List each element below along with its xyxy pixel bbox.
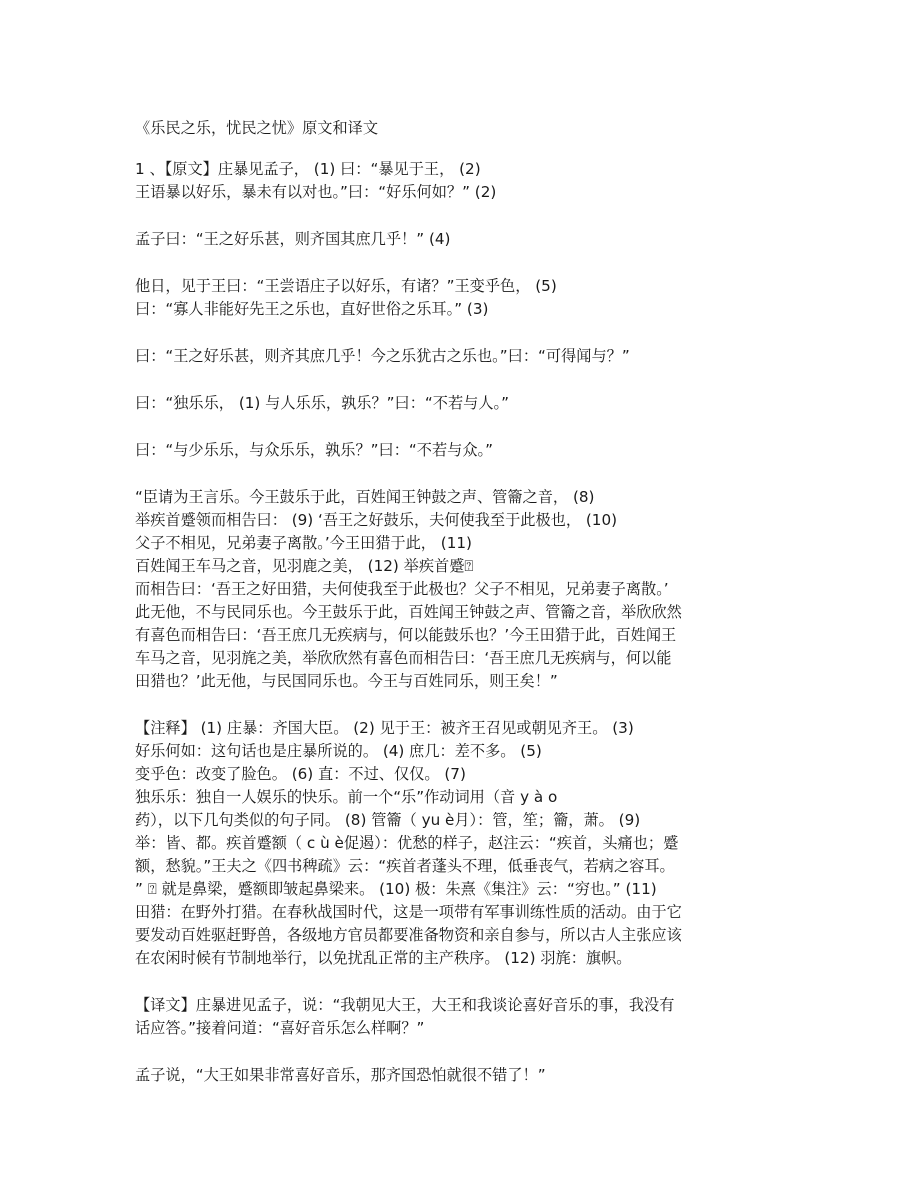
paragraph-translation-mencius [135, 1064, 790, 1087]
paragraph-dialogue-2 [135, 392, 790, 415]
text-line: 他日，见于王曰：“王尝语庄子以好乐，有诸？”王变乎色， (5) [135, 277, 557, 295]
paragraph-gap [135, 693, 790, 717]
text-line: 药），以下几句类似的句子同。 (8) 管籥（ yu è月）：管，笙；籥，萧。 (9) [135, 811, 641, 829]
paragraph-another-day [135, 275, 790, 321]
paragraph-original-intro [135, 158, 790, 204]
paragraph-minister-speech [135, 486, 790, 693]
text-line: 举：皆、都。疾首蹙额（ c ù è促遏）：优愁的样子，赵注云：“疾首，头痛也；蹙 [135, 834, 679, 852]
paragraph-gap [135, 462, 790, 486]
paragraph-annotations [135, 717, 790, 970]
paragraph-gap [135, 970, 790, 994]
paragraph-gap [135, 204, 790, 228]
text-line: 变乎色：改变了脸色。 (6) 直：不过、仅仅。 (7) [135, 765, 466, 783]
text-line: 孟子说，“大王如果非常喜好音乐，那齐国恐怕就很不错了！” [135, 1066, 546, 1084]
text-line: 话应答。”接着问道：“喜好音乐怎么样啊？” [135, 1019, 425, 1037]
text-line: 独乐乐：独自一人娱乐的快乐。前一个“乐”作动词用（音 y à o [135, 788, 558, 806]
text-line: ” ⍰ 就是鼻梁，蹙额即皱起鼻梁来。 (10) 极：朱熹《集注》云：“穷也。” (11) [135, 880, 657, 898]
text-line: 举疾首蹙领而相告曰： (9) ‘吾王之好鼓乐，夫何使我至于此极也， (10) [135, 511, 618, 529]
text-line: 曰：“王之好乐甚，则齐其庶几乎！今之乐犹古之乐也。”曰：“可得闻与？” [135, 347, 630, 365]
paragraph-gap [135, 1040, 790, 1064]
text-line: 车马之音，见羽旄之美，举欣欣然有喜色而相告曰：‘吾王庶几无疾病与，何以能 [135, 649, 672, 667]
text-line: 曰：“与少乐乐，与众乐乐，孰乐？”曰：“不若与众。” [135, 441, 493, 459]
text-line: 田猎也？’此无他，与民国同乐也。今王与百姓同乐，则王矣！” [135, 672, 558, 690]
text-line: 【注释】 (1) 庄暴：齐国大臣。 (2) 见于王：被齐王召见或朝见齐王。 (3) [135, 719, 634, 737]
document-title: 《乐民之乐，忧民之忧》原文和译文 [135, 119, 378, 137]
text-line: 王语暴以好乐，暴未有以对也。”曰：“好乐何如？” (2) [135, 183, 497, 201]
text-line: 好乐何如：这句话也是庄暴所说的。 (4) 庶几：差不多。 (5) [135, 742, 542, 760]
paragraph-gap [135, 368, 790, 392]
paragraph-dialogue-1 [135, 345, 790, 368]
text-line: 此无他，不与民同乐也。今王鼓乐于此，百姓闻王钟鼓之声、管籥之音，举欣欣然 [135, 603, 682, 621]
paragraph-mencius-reply [135, 228, 790, 251]
text-line: 田猎：在野外打猎。在春秋战国时代，这是一项带有军事训练性质的活动。由于它 [135, 903, 682, 921]
text-line: 在农闲时候有节制地举行，以免扰乱正常的主产秩序。 (12) 羽旄：旗帜。 [135, 949, 632, 967]
text-line: 要发动百姓驱赶野兽，各级地方官员都要准备物资和亲自参与，所以古人主张应该 [135, 926, 682, 944]
document-page [135, 117, 790, 1087]
paragraph-translation [135, 994, 790, 1040]
text-line: 孟子曰：“王之好乐甚，则齐国其庶几乎！” (4) [135, 230, 451, 248]
paragraph-dialogue-3 [135, 439, 790, 462]
text-line: 曰：“寡人非能好先王之乐也，直好世俗之乐耳。” (3) [135, 300, 489, 318]
text-line: 额，愁貌。”王夫之《四书稗疏》云：“疾首者蓬头不理，低垂丧气，若病之容耳。 [135, 857, 675, 875]
text-line: “臣请为王言乐。今王鼓乐于此，百姓闻王钟鼓之声、管籥之音， (8) [135, 488, 595, 506]
paragraph-gap [135, 251, 790, 275]
text-line: 父子不相见，兄弟妻子离散。’今王田猎于此， (11) [135, 534, 472, 552]
text-line: 1 、【原文】庄暴见孟子， (1) 曰：“暴见于王， (2) [135, 160, 481, 178]
text-line: 有喜色而相告曰：‘吾王庶几无疾病与，何以能鼓乐也？’今王田猎于此，百姓闻王 [135, 626, 677, 644]
text-line: 曰：“独乐乐， (1) 与人乐乐，孰乐？”曰：“不若与人。” [135, 394, 509, 412]
text-line: 百姓闻王车马之音，见羽鹿之美， (12) 举疾首蹙⍰ [135, 557, 474, 575]
paragraph-gap [135, 415, 790, 439]
text-line: 【译文】庄暴进见孟子，说：“我朝见大王，大王和我谈论喜好音乐的事，我没有 [135, 996, 675, 1014]
text-line: 而相告曰：‘吾王之好田猎，夫何使我至于此极也？父子不相见，兄弟妻子离散。’ [135, 580, 669, 598]
paragraph-gap [135, 321, 790, 345]
